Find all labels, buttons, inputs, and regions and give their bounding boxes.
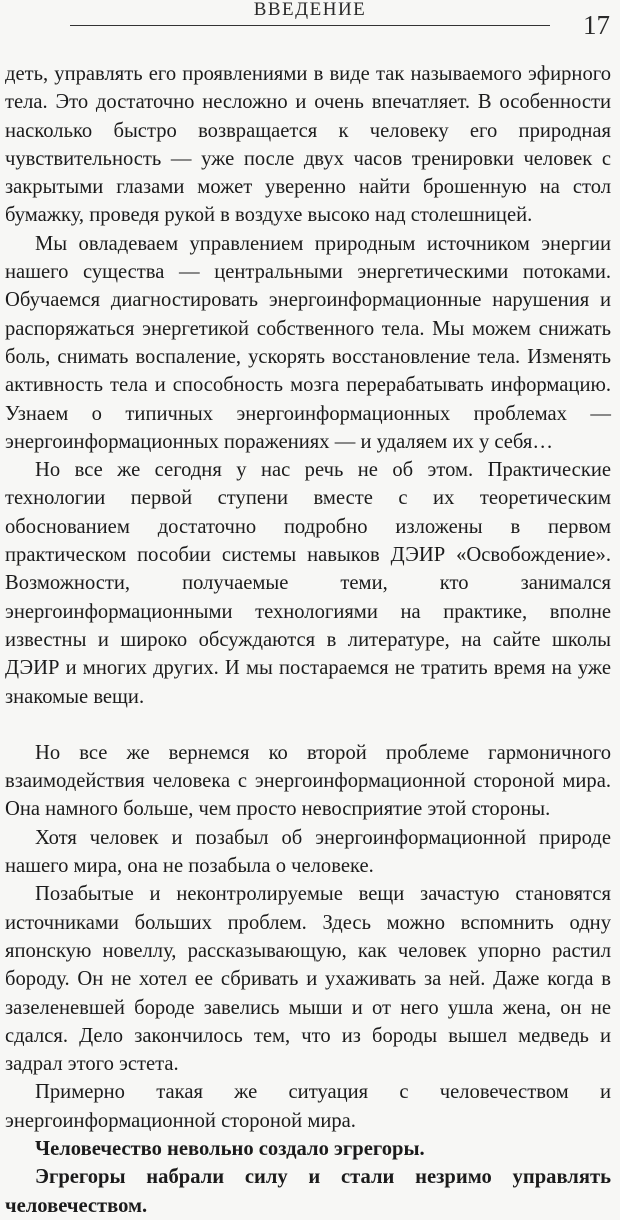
paragraph-continued: деть, управлять его проявлениями в виде так называемого эфирного тела. Это достаточно несложно и очень впечатляет. В особенности насколько быстро возвращается к человеку его природная чувствительность — уже после двух часов тренировки человек с закрытыми глазами может уверенно найти брошенную на стол бумажку, проведя рукой в воздухе высоко над столешницей. xyxy=(5,63,611,227)
paragraph: Хотя человек и позабыл об энергоинформационной природе нашего мира, она не позабыла о человеке. xyxy=(5,826,611,878)
header-rule xyxy=(70,25,550,26)
running-title: ВВЕДЕНИЕ xyxy=(253,0,367,20)
paragraph: Мы овладеваем управлением природным источником энергии нашего существа — центральными энергетическими потоками. Обучаемся диагностировать энергоинформационные нарушения и распоряжаться энергетикой собственного тела. Мы можем снижать боль, снимать воспаление, ускорять восстановление тела. Изменять активность тела и способность мозга перерабатывать информацию. Узнаем о типичных энергоинформационных проблемах — энергоинформационных поражениях — и удаляем их у себя… xyxy=(5,232,611,453)
paragraph-section-start: Но все же вернемся ко второй проблеме гармоничного взаимодействия человека с энергоинформационной стороной мира. Она намного больше, чем просто невосприятие этой стороны. xyxy=(5,741,611,821)
body-text xyxy=(5,60,611,1220)
paragraph: Примерно такая же ситуация с человечеством и энергоинформационной стороной мира. xyxy=(5,1081,611,1132)
paragraph-bold: Эгрегоры набрали силу и стали незримо управлять человечеством. xyxy=(5,1166,611,1217)
paragraph: Позабытые и неконтролируемые вещи зачастую становятся источниками больших проблем. Здесь можно вспомнить одну японскую новеллу, рассказывающую, как человек упорно растил бороду. Он не хотел ее сбривать и ухаживать за ней. Даже когда в зазеленевшей бороде завелись мыши и от него ушла жена, он не сдался. Дело закончилось тем, что из бороды вышел медведь и задрал этого эстета. xyxy=(5,883,611,1076)
paragraph-bold: Человечество невольно создало эгрегоры. xyxy=(35,1137,425,1160)
paragraph: Но все же сегодня у нас речь не об этом. Практические технологии первой ступени вместе с их теоретическим обоснованием достаточно подробно изложены в первом практическом пособии системы навыков ДЭИР «Освобождение». Возможности, получаемые теми, кто занимался энергоинформационными технологиями на практике, вполне известны и широко обсуждаются в литературе, на сайте школы ДЭИР и многих других. И мы постараемся не тратить время на уже знакомые вещи. xyxy=(5,459,611,708)
page-number: 17 xyxy=(583,10,610,40)
